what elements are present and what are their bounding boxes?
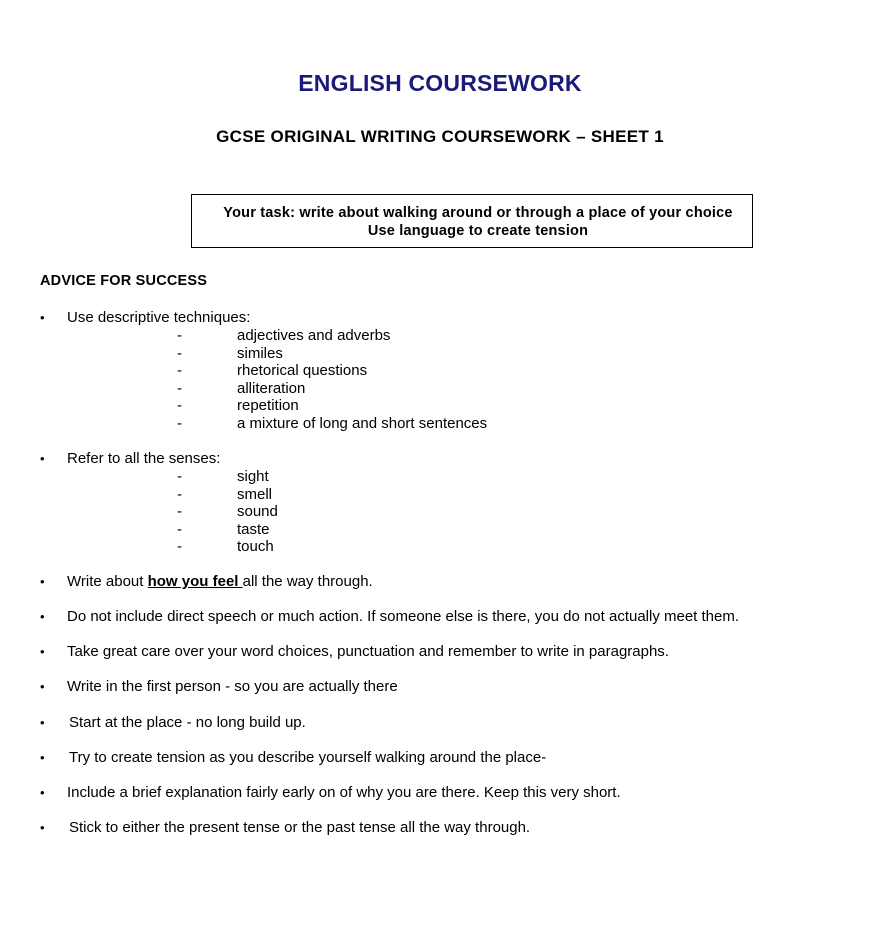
- bullet-icon: •: [40, 750, 45, 765]
- document-subtitle: GCSE ORIGINAL WRITING COURSEWORK – SHEET 1: [216, 127, 664, 146]
- bullet-icon: •: [40, 785, 45, 800]
- bullet-label: Write about how you feel all the way through.: [67, 573, 373, 590]
- task-line-1: Your task: write about walking around or through a place of your choice: [223, 205, 733, 221]
- dash-icon: -: [177, 397, 182, 415]
- dash-icon: -: [177, 520, 182, 538]
- dash-icon: -: [177, 538, 182, 556]
- dash-icon: -: [177, 468, 182, 485]
- dash-icon: -: [177, 344, 182, 362]
- bullet-icon: •: [40, 679, 45, 694]
- bullet-icon: •: [40, 574, 45, 589]
- bullet-icon: •: [40, 644, 45, 659]
- bullet-icon: •: [40, 310, 45, 325]
- dash-icon: -: [177, 327, 182, 344]
- tip-text: Include a brief explanation fairly early on of why you are there. Keep this very short.: [67, 784, 621, 801]
- dash-icon: -: [177, 414, 182, 432]
- bullet-icon: •: [40, 609, 45, 624]
- dash-icon: -: [177, 485, 182, 503]
- bullet-icon: •: [40, 820, 45, 835]
- tip-text: Take great care over your word choices, punctuation and remember to write in paragraphs.: [67, 643, 669, 660]
- bullet-icon: •: [40, 451, 45, 466]
- tip-text: Do not include direct speech or much action. If someone else is there, you do not actually meet them.: [67, 608, 740, 625]
- bullet-label: Refer to all the senses:: [67, 450, 221, 467]
- tip-text: Try to create tension as you describe yourself walking around the place-: [69, 749, 547, 766]
- tip-text: Write in the first person - so you are actually there: [67, 678, 398, 695]
- bullet-label: Use descriptive techniques:: [67, 309, 251, 326]
- dash-icon: -: [177, 362, 182, 380]
- dash-icon: -: [177, 379, 182, 397]
- tip-text: Stick to either the present tense or the past tense all the way through.: [69, 819, 531, 836]
- advice-heading: ADVICE FOR SUCCESS: [40, 273, 208, 289]
- emphasis-text: how you feel: [147, 573, 243, 590]
- task-box: [191, 194, 753, 248]
- document-title: ENGLISH COURSEWORK: [298, 70, 582, 96]
- bullet-icon: •: [40, 715, 45, 730]
- tip-text: Start at the place - no long build up.: [69, 714, 306, 731]
- task-line-2: Use language to create tension: [367, 223, 589, 239]
- dash-icon: -: [177, 503, 182, 521]
